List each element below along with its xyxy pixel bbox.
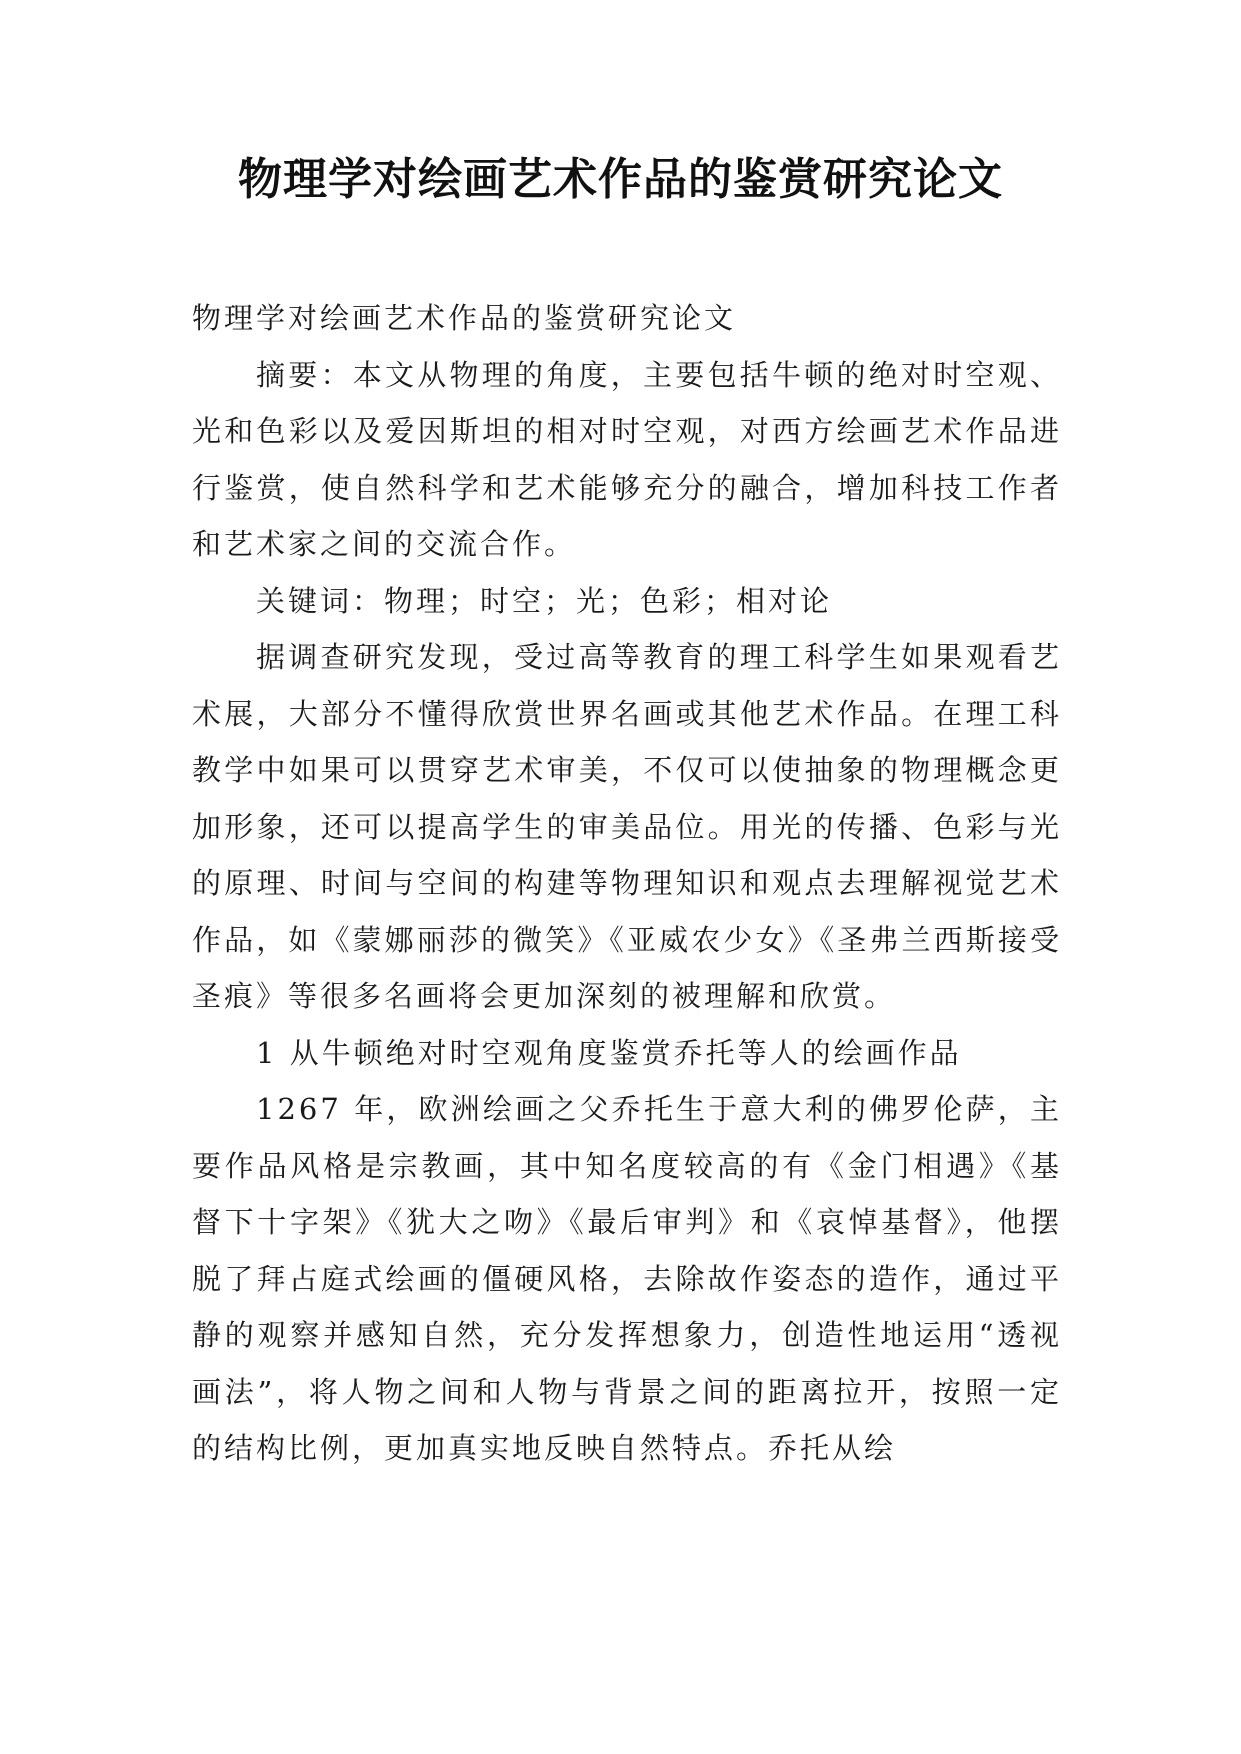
paragraph-keywords: 关键词：物理；时空；光；色彩；相对论 <box>256 583 833 618</box>
document-title: 物理学对绘画艺术作品的鉴赏研究论文 <box>238 154 1003 205</box>
paragraph-subtitle: 物理学对绘画艺术作品的鉴赏研究论文 <box>192 301 737 335</box>
section-heading-1: 1 从牛顿绝对时空观角度鉴赏乔托等人的绘画作品 <box>256 1035 962 1070</box>
document-body <box>192 290 1062 1477</box>
paragraph-abstract: 摘要：本文从物理的角度，主要包括牛顿的绝对时空观、光和色彩以及爱因斯坦的相对时空观，对西方绘画艺术作品进行鉴赏，使自然科学和艺术能够充分的融合，增加科技工作者和艺术家之间的交流合作。 <box>192 357 1062 561</box>
paragraph-section-1: 1267 年，欧洲绘画之父乔托生于意大利的佛罗伦萨，主要作品风格是宗教画，其中知名度较高的有《金门相遇》《基督下十字架》《犹大之吻》《最后审判》和《哀悼基督》，他摆脱了拜占庭式绘画的僵硬风格，去除故作姿态的造作，通过平静的观察并感知自然，充分发挥想象力，创造性地运用“透视画法”，将人物之间和人物与背景之间的距离拉开，按照一定的结构比例，更加真实地反映自然特点。乔托从绘 <box>192 1092 1062 1465</box>
paragraph-intro: 据调查研究发现，受过高等教育的理工科学生如果观看艺术展，大部分不懂得欣赏世界名画或其他艺术作品。在理工科教学中如果可以贯穿艺术审美，不仅可以使抽象的物理概念更加形象，还可以提高学生的审美品位。用光的传播、色彩与光的原理、时间与空间的构建等物理知识和观点去理解视觉艺术作品，如《蒙娜丽莎的微笑》《亚威农少女》《圣弗兰西斯接受圣痕》等很多名画将会更加深刻的被理解和欣赏。 <box>192 640 1062 1013</box>
